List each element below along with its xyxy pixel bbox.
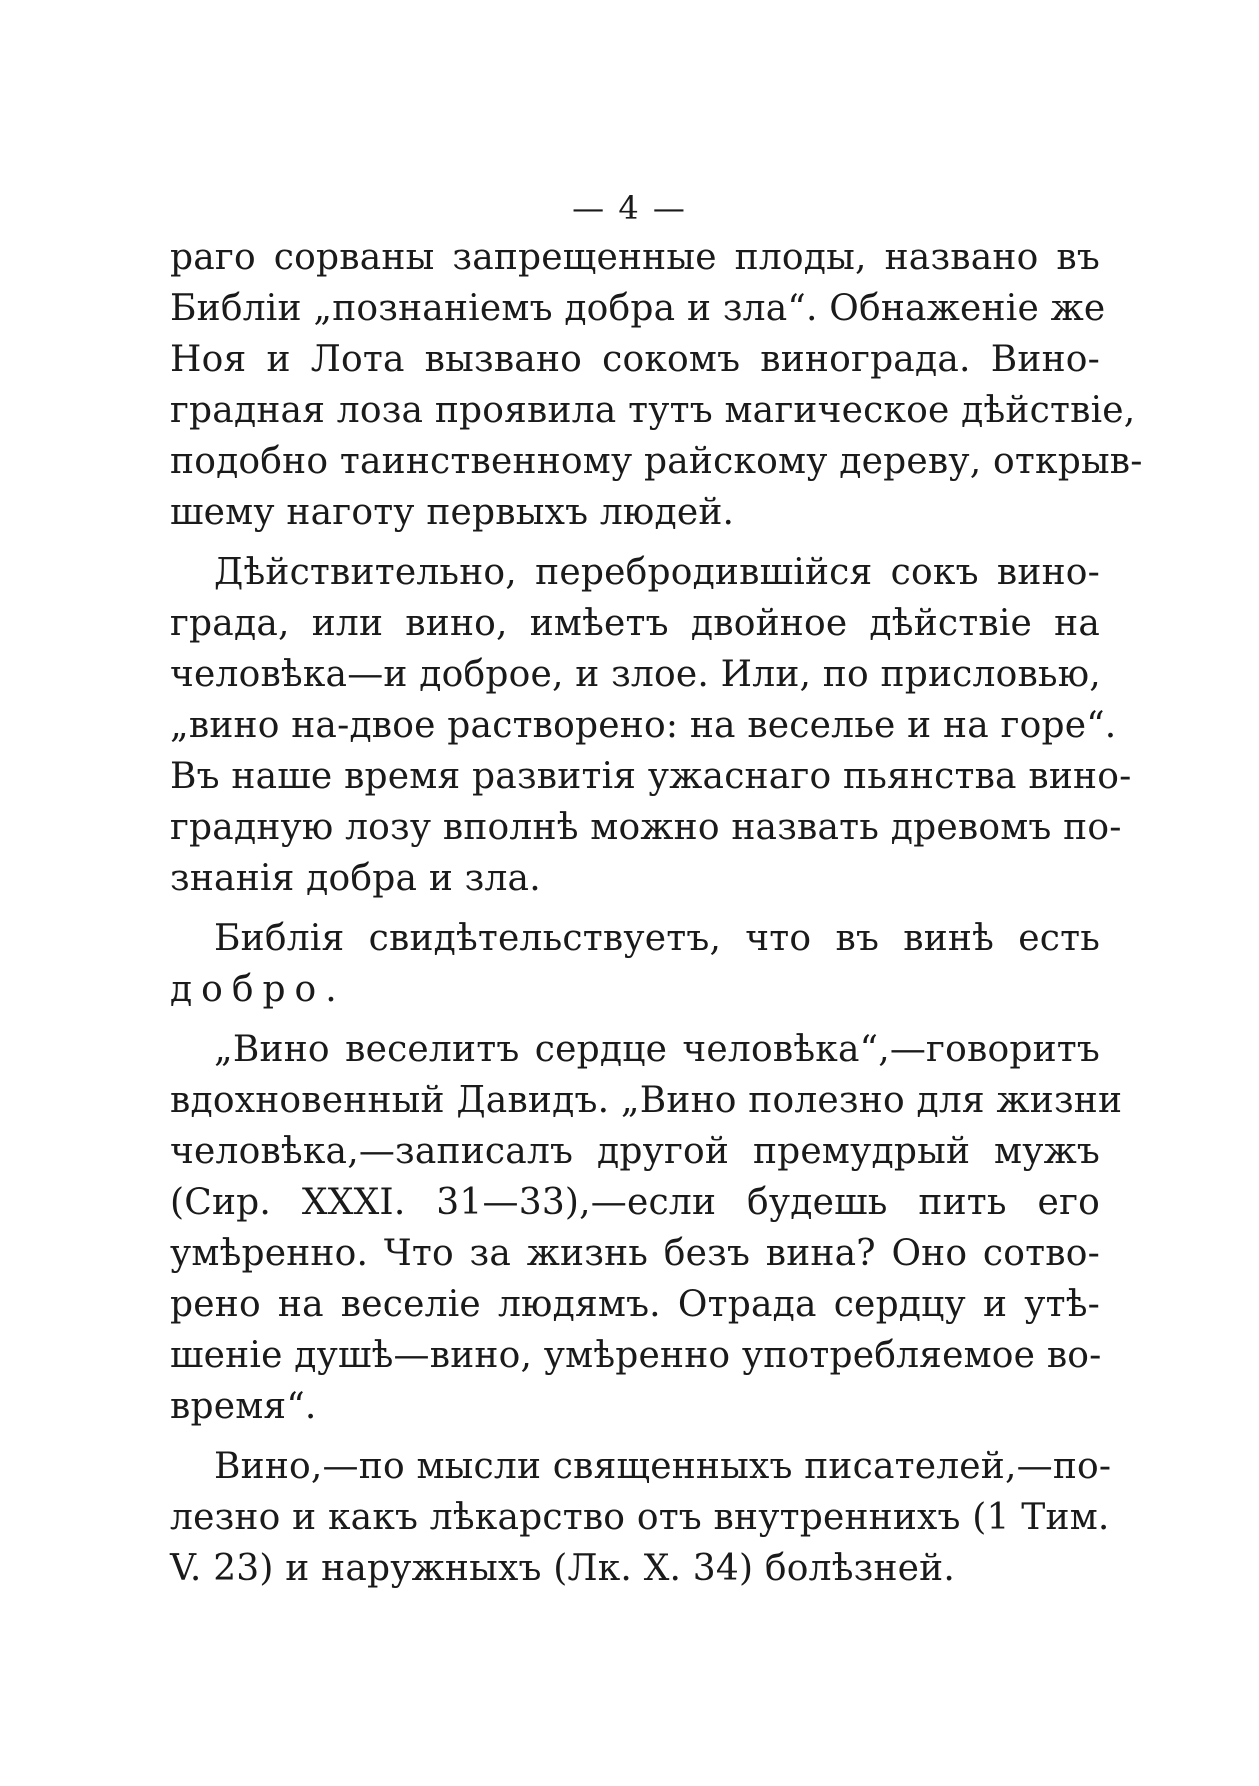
text-line: человѣка,—записалъ другой премудрый мужъ bbox=[170, 1131, 1100, 1172]
text-line: вдохновенный Давидъ. „Вино полезно для жизни bbox=[170, 1080, 1123, 1121]
text-line: Библіи „познаніемъ добра и зла“. Обнаженіе же bbox=[170, 288, 1106, 329]
text-line: рено на веселіе людямъ. Отрада сердцу и утѣ- bbox=[170, 1284, 1100, 1325]
page-number: — 4 — bbox=[572, 189, 687, 227]
text-line: Дѣйствительно, перебродившійся сокъ вино- bbox=[214, 552, 1100, 593]
text-line: Въ наше время развитія ужаснаго пьянства вино- bbox=[170, 756, 1132, 797]
body-text bbox=[170, 232, 1143, 1603]
paragraph-1 bbox=[170, 232, 1143, 538]
text-line: V. 23) и наружныхъ (Лк. X. 34) болѣзней. bbox=[170, 1548, 956, 1589]
text-line: градная лоза проявила тутъ магическое дѣйствіе, bbox=[170, 390, 1136, 431]
text-line: Библія свидѣтельствуетъ, что въ винѣ есть bbox=[214, 918, 1100, 959]
text-line: лезно и какъ лѣкарство отъ внутреннихъ (1 Тим. bbox=[170, 1497, 1110, 1538]
text-line: „вино на-двое растворено: на веселье и на горе“. bbox=[170, 705, 1117, 746]
paragraph-2 bbox=[170, 547, 1132, 904]
text-line: Вино,—по мысли священныхъ писателей,—по- bbox=[214, 1446, 1112, 1487]
text-line: знанія добра и зла. bbox=[170, 858, 541, 899]
text-line: града, или вино, имѣетъ двойное дѣйствіе на bbox=[170, 603, 1100, 644]
text-line: (Сир. XXXI. 31—33),—если будешь пить его bbox=[170, 1182, 1100, 1223]
text-line: человѣка—и доброе, и злое. Или, по присловью, bbox=[170, 654, 1101, 695]
text-line: „Вино веселитъ сердце человѣка“,—говоритъ bbox=[214, 1029, 1100, 1070]
paragraph-3 bbox=[170, 913, 1100, 1015]
text-line: шему наготу первыхъ людей. bbox=[170, 492, 735, 533]
paragraph-5 bbox=[170, 1441, 1112, 1594]
text-line: добро. bbox=[170, 969, 346, 1010]
paragraph-4 bbox=[170, 1024, 1123, 1432]
text-line: раго сорваны запрещенные плоды, названо въ bbox=[170, 237, 1100, 278]
text-line: время“. bbox=[170, 1386, 317, 1427]
text-line: умѣренно. Что за жизнь безъ вина? Оно сотво- bbox=[170, 1233, 1100, 1274]
text-line: подобно таинственному райскому дереву, открыв- bbox=[170, 441, 1143, 482]
text-line: градную лозу вполнѣ можно назвать древомъ по- bbox=[170, 807, 1122, 848]
text-line: Ноя и Лота вызвано сокомъ винограда. Вино- bbox=[170, 339, 1100, 380]
text-line: шеніе душѣ—вино, умѣренно употребляемое во- bbox=[170, 1335, 1102, 1376]
